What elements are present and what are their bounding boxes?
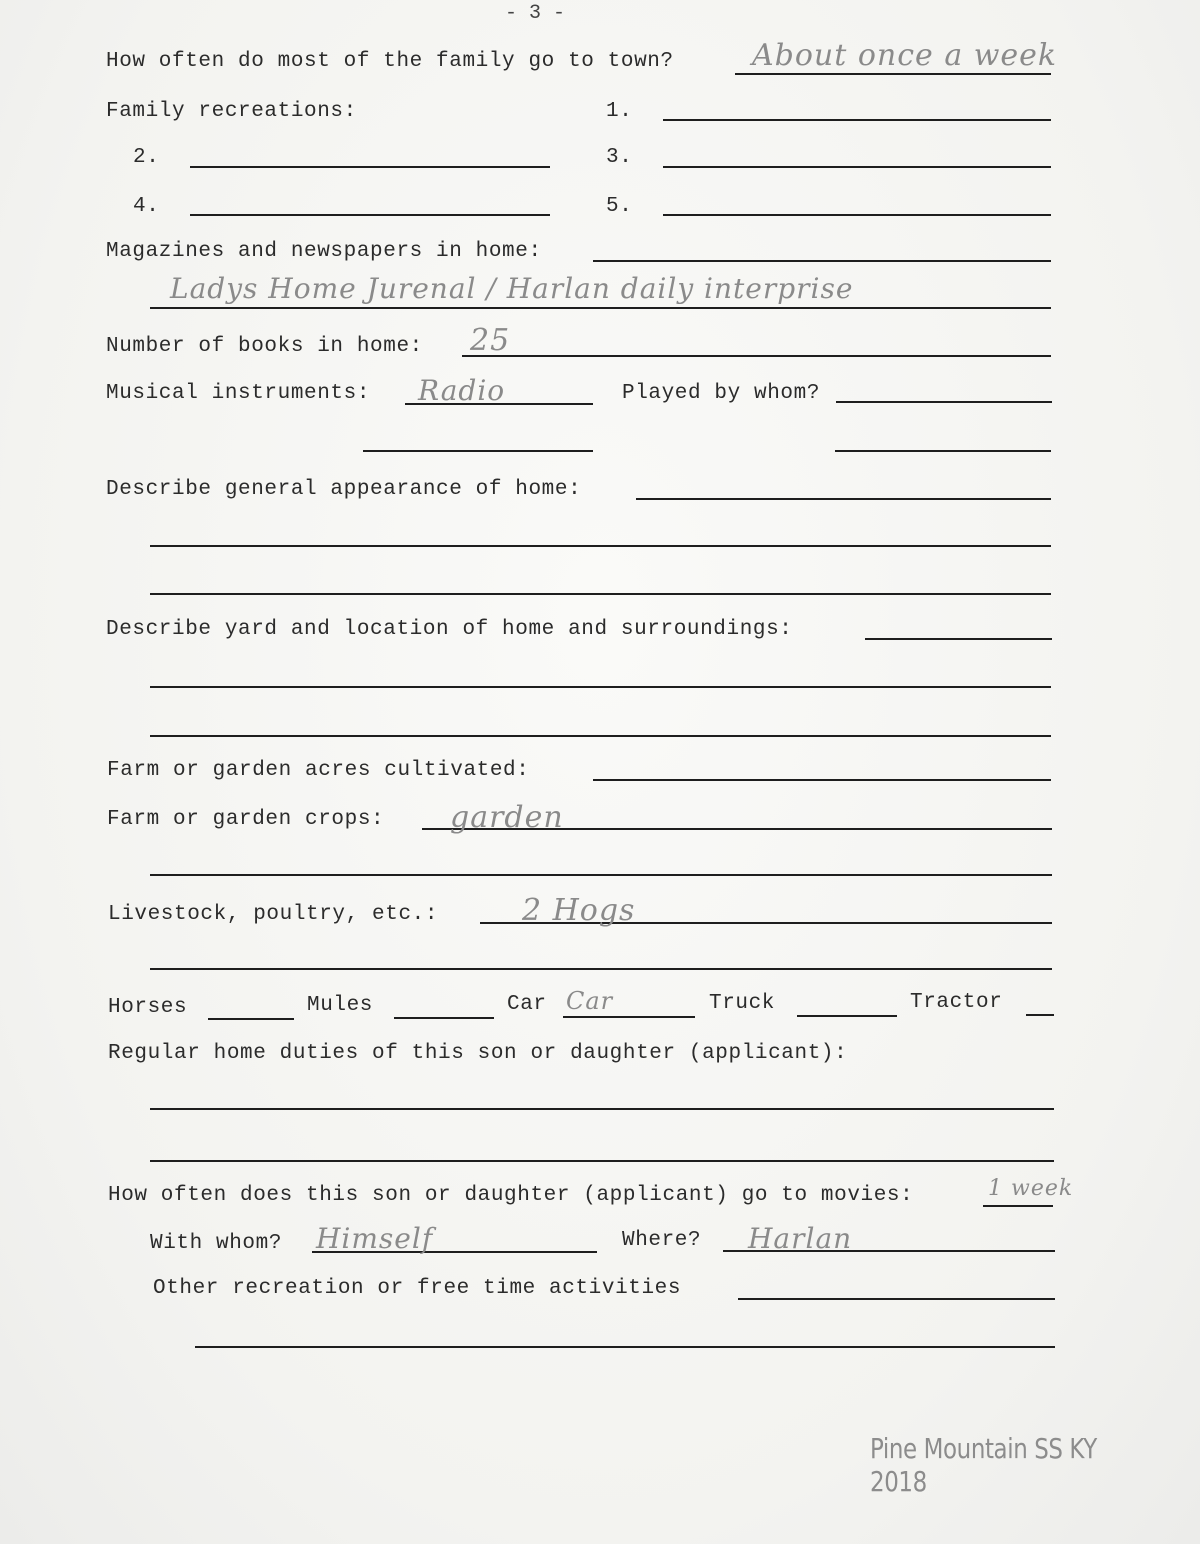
livestock-answer[interactable]: 2 Hogs (522, 893, 636, 928)
magazines-answer[interactable]: Ladys Home Jurenal / Harlan daily interprise (170, 272, 854, 305)
yard-location-line-1[interactable] (865, 638, 1052, 640)
crops-answer[interactable]: garden (450, 800, 564, 835)
car-answer[interactable]: Car (566, 987, 614, 1015)
recreation-2-field[interactable] (190, 166, 550, 168)
other-recreation-label: Other recreation or free time activities (153, 1277, 682, 1300)
town-frequency-label: How often do most of the family go to town? (106, 50, 674, 73)
other-recreation-line-2[interactable] (195, 1346, 1055, 1348)
played-by-label: Played by whom? (622, 382, 821, 405)
movies-answer[interactable]: 1 week (988, 1176, 1074, 1201)
mules-field[interactable] (394, 1017, 494, 1019)
instruments-line-2[interactable] (363, 450, 593, 452)
with-whom-label: With whom? (150, 1232, 283, 1255)
family-recreations-label: Family recreations: (106, 100, 357, 123)
where-label: Where? (622, 1229, 702, 1252)
books-label: Number of books in home: (106, 335, 423, 358)
recreation-4-field[interactable] (190, 214, 550, 216)
mules-label: Mules (307, 994, 374, 1017)
horses-label: Horses (108, 996, 188, 1019)
yard-location-line-3[interactable] (150, 735, 1051, 737)
car-line (563, 1016, 695, 1018)
town-frequency-answer[interactable]: About once a week (752, 38, 1058, 73)
books-line (462, 355, 1051, 357)
livestock-line-2[interactable] (150, 968, 1052, 970)
yard-location-line-2[interactable] (150, 686, 1051, 688)
magazines-label: Magazines and newspapers in home: (106, 240, 542, 263)
truck-label: Truck (709, 992, 776, 1015)
yard-location-label: Describe yard and location of home and surroundings: (106, 618, 793, 641)
recreation-1-number: 1. (606, 100, 633, 123)
magazines-line-1[interactable] (593, 260, 1051, 262)
instruments-label: Musical instruments: (106, 382, 371, 405)
recreation-5-number: 5. (606, 195, 633, 218)
crops-label: Farm or garden crops: (107, 808, 385, 831)
town-frequency-line (735, 73, 1051, 75)
tractor-field[interactable] (1026, 1014, 1054, 1016)
home-duties-line-2[interactable] (150, 1160, 1054, 1162)
recreation-4-number: 4. (133, 195, 160, 218)
home-appearance-label: Describe general appearance of home: (106, 478, 582, 501)
where-answer[interactable]: Harlan (748, 1222, 853, 1255)
page-number: - 3 - (505, 2, 566, 25)
livestock-label: Livestock, poultry, etc.: (108, 903, 439, 926)
movies-line (983, 1205, 1053, 1207)
car-label: Car (507, 993, 547, 1016)
movies-label: How often does this son or daughter (applicant) go to movies: (108, 1184, 914, 1207)
home-duties-label: Regular home duties of this son or daughter (applicant): (108, 1042, 848, 1065)
home-duties-line-1[interactable] (150, 1108, 1054, 1110)
acres-label: Farm or garden acres cultivated: (107, 759, 530, 782)
magazines-line-2[interactable] (150, 307, 1051, 309)
recreation-3-field[interactable] (663, 166, 1051, 168)
recreation-2-number: 2. (133, 146, 160, 169)
home-appearance-line-3[interactable] (150, 593, 1051, 595)
crops-line-2[interactable] (150, 874, 1052, 876)
horses-field[interactable] (208, 1018, 294, 1020)
instruments-answer[interactable]: Radio (418, 374, 506, 407)
recreation-1-field[interactable] (663, 119, 1051, 121)
truck-field[interactable] (797, 1015, 897, 1017)
with-whom-answer[interactable]: Himself (316, 1222, 434, 1255)
acres-field[interactable] (593, 779, 1051, 781)
played-by-line-2[interactable] (835, 450, 1051, 452)
played-by-field[interactable] (836, 401, 1052, 403)
tractor-label: Tractor (910, 991, 1003, 1014)
home-appearance-line-2[interactable] (150, 545, 1051, 547)
recreation-3-number: 3. (606, 146, 633, 169)
home-appearance-line-1[interactable] (636, 498, 1051, 500)
watermark: Pine Mountain SS KY 2018 (870, 1432, 1097, 1498)
other-recreation-line-1[interactable] (738, 1298, 1055, 1300)
recreation-5-field[interactable] (663, 214, 1051, 216)
books-answer[interactable]: 25 (470, 323, 511, 358)
